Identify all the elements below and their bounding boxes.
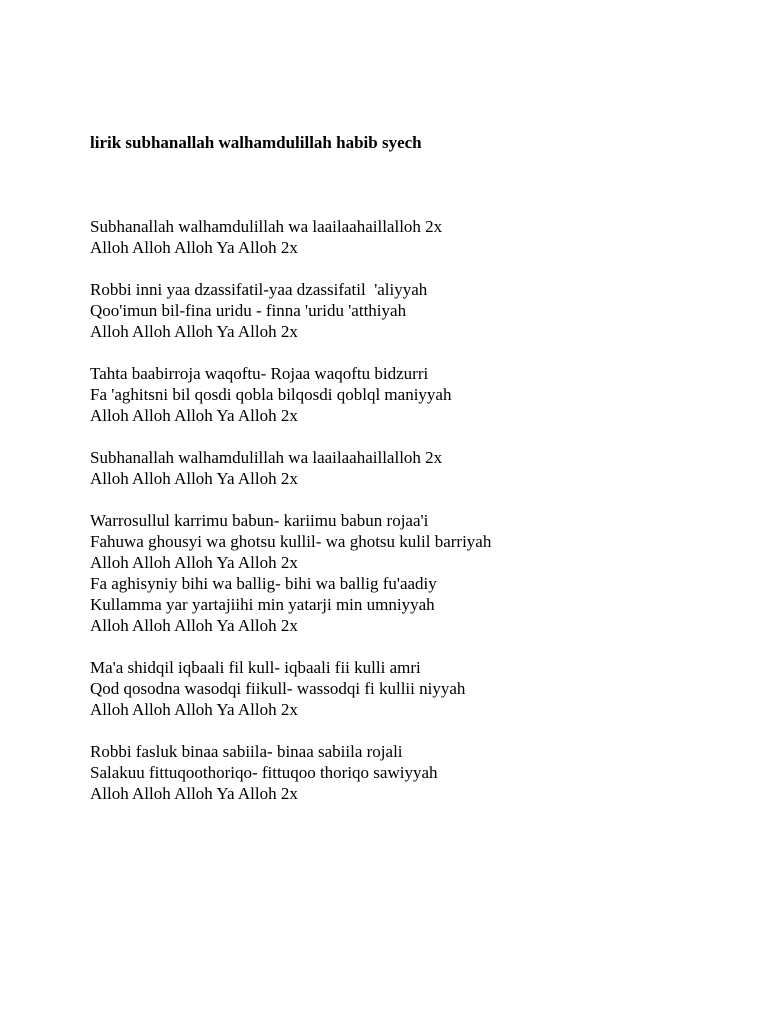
- lyric-stanza: [90, 510, 708, 636]
- lyric-line: Subhanallah walhamdulillah wa laailaahaillalloh 2x: [90, 217, 443, 236]
- lyric-line: Alloh Alloh Alloh Ya Alloh 2x: [90, 238, 298, 257]
- lyrics-stanzas: [90, 216, 708, 804]
- lyric-line: Ma'a shidqil iqbaali fil kull- iqbaali fii kulli amri: [90, 658, 421, 677]
- lyric-stanza: [90, 363, 708, 426]
- lyric-line: Alloh Alloh Alloh Ya Alloh 2x: [90, 406, 298, 425]
- lyric-line: Fahuwa ghousyi wa ghotsu kullil- wa ghotsu kulil barriyah: [90, 532, 492, 551]
- lyric-line: Kullamma yar yartajiihi min yatarji min umniyyah: [90, 595, 435, 614]
- lyric-line: Tahta baabirroja waqoftu- Rojaa waqoftu bidzurri: [90, 364, 429, 383]
- lyric-stanza: [90, 447, 708, 489]
- lyric-line: Alloh Alloh Alloh Ya Alloh 2x: [90, 616, 298, 635]
- lyric-line: Alloh Alloh Alloh Ya Alloh 2x: [90, 784, 298, 803]
- lyric-line: Alloh Alloh Alloh Ya Alloh 2x: [90, 553, 298, 572]
- lyric-line: Robbi inni yaa dzassifatil-yaa dzassifatil 'aliyyah: [90, 280, 428, 299]
- lyric-stanza: [90, 657, 708, 720]
- lyric-stanza: [90, 279, 708, 342]
- lyric-line: Qod qosodna wasodqi fiikull- wassodqi fi kullii niyyah: [90, 679, 466, 698]
- lyric-stanza: [90, 216, 708, 258]
- lyric-line: Salakuu fittuqoothoriqo- fittuqoo thoriqo sawiyyah: [90, 763, 438, 782]
- lyric-line: Alloh Alloh Alloh Ya Alloh 2x: [90, 700, 298, 719]
- lyric-line: Fa aghisyniy bihi wa ballig- bihi wa ballig fu'aadiy: [90, 574, 437, 593]
- lyric-line: Fa 'aghitsni bil qosdi qobla bilqosdi qoblql maniyyah: [90, 385, 452, 404]
- lyric-line: Robbi fasluk binaa sabiila- binaa sabiila rojali: [90, 742, 403, 761]
- lyric-stanza: [90, 741, 708, 804]
- lyric-line: Subhanallah walhamdulillah wa laailaahaillalloh 2x: [90, 448, 443, 467]
- lyrics-content: [90, 90, 708, 846]
- lyric-line: Alloh Alloh Alloh Ya Alloh 2x: [90, 469, 298, 488]
- lyric-line: Alloh Alloh Alloh Ya Alloh 2x: [90, 322, 298, 341]
- lyric-line: Qoo'imun bil-fina uridu - finna 'uridu 'atthiyah: [90, 301, 407, 320]
- page-title: lirik subhanallah walhamdulillah habib syech: [90, 133, 422, 152]
- lyric-line: Warrosullul karrimu babun- kariimu babun rojaa'i: [90, 511, 429, 530]
